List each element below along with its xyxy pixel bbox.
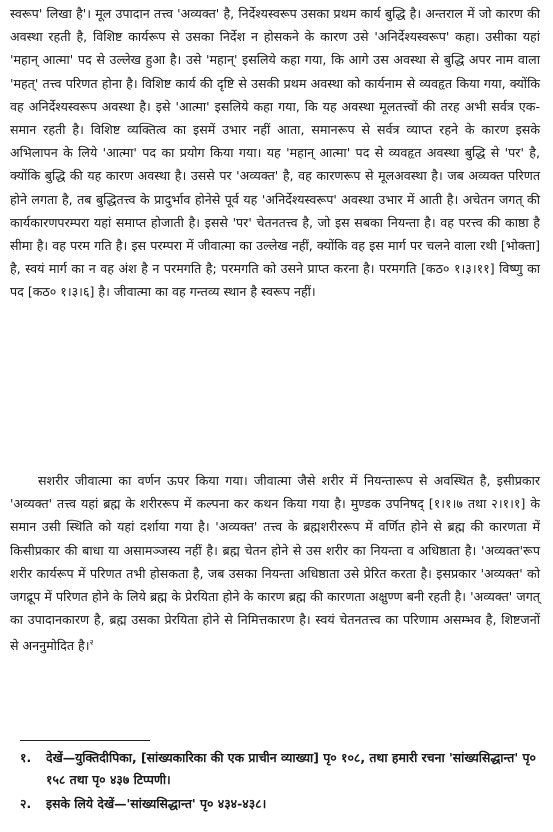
footnote-number: १. xyxy=(20,750,32,765)
footnote-text: इसके लिये देखें—'सांख्यसिद्धान्त' पृ० ४३४-४३८। xyxy=(46,796,267,811)
footnote-2 xyxy=(20,793,540,815)
body-paragraph-2-text: सशरीर जीवात्मा का वर्णन ऊपर किया गया। जीवात्मा जैसे शरीर में नियन्तारूप से अवस्थित है, इसीप्रकार 'अव्यक्त' तत्त्व यहां ब्रह्म के शरीररूप में कल्पना कर कथन किया गया है। मुण्डक उपनिषद् [१।१।७ तथा २।१।१] के समान उसी स्थिति को यहां दर्शाया गया है। 'अव्यक्त' तत्त्व के ब्रह्मशरीररूप में वर्णित होने से ब्रह्म की कारणता में किसीप्रकार की बाधा या असामञ्जस्य नहीं है। ब्रह्म चेतन होने से उस शरीर का नियन्ता व अधिष्ठाता है। 'अव्यक्त'रूप शरीर कार्यरूप में परिणत तभी होसकता है, जब उसका नियन्ता अधिष्ठाता उसे प्रेरित करता है। इसप्रकार 'अव्यक्त' को जगद्रूप में परिणत होने के लिये ब्रह्म के प्रेरयिता होने के कारण ब्रह्म की कारणता अक्षुण्ण बनी रहती है। 'अव्यक्त' जगत् का उपादानकारण है, ब्रह्म उसका प्रेरयिता होने से निमित्तकारण है। स्वयं चेतनतत्त्व का परिणाम असम्भव है, शिष्टजनों से अननुमोदित है। xyxy=(10,473,541,654)
footnote-mark-2: २ xyxy=(89,638,94,648)
footnote-number: २. xyxy=(20,796,32,811)
footnote-separator xyxy=(20,740,150,741)
footnote-1 xyxy=(20,747,540,791)
body-paragraph-2 xyxy=(10,469,540,658)
footnote-text: देखें—युक्तिदीपिका, [सांख्यकारिका की एक प्राचीन व्याख्या] पृ० १०८, तथा हमारी रचना 'सांख्यसिद्धान्त' पृ० १५८ तथा पृ० ४३७ टिप्पणी। xyxy=(46,750,536,787)
body-paragraph-1: स्वरूप' लिखा है'। मूल उपादान तत्त्व 'अव्यक्त' है, निर्देश्यस्वरूप उसका प्रथम कार्य बुद्धि है। अन्तराल में जो कारण की अवस्था रहती है, विशिष्ट कार्यरूप से उसका निर्देश न होसकने के कारण उसे 'अनिर्देश्यस्वरूप' कहा। उसीका यहां 'महान् आत्मा' पद से उल्लेख हुआ है। उसे 'महान्' इसलिये कहा गया, कि आगे उस अवस्था से बुद्धि अपर नाम वाला 'महत्' तत्त्व परिणत होना है। विशिष्ट कार्य की दृष्टि से उसकी प्रथम अवस्था को कार्यनाम से व्यवहृत किया गया, क्योंकि वह अनिर्देश्यस्वरूप अवस्था है। इसे 'आत्मा' इसलिये कहा गया, कि यह अवस्था मूलतत्त्वों की तरह अभी सर्वत्र एक-समान रहती है। विशिष्ट व्यक्तित्व का इसमें उभार नहीं आता, समानरूप से सर्वत्र व्याप्त रहने के कारण इसके अभिलापन के लिये 'आत्मा' पद का प्रयोग किया गया। यह 'महान् आत्मा' पद से व्यवहृत अवस्था बुद्धि से 'पर' है, क्योंकि बुद्धि की यह कारण अवस्था है। उससे पर 'अव्यक्त' है, वह कारणरूप से मूलअवस्था है। जब अव्यक्त परिणत होने लगता है, तब बुद्धितत्त्व के प्रादुर्भाव होनेसे पूर्व यह 'अनिर्देश्यस्वरूप' अवस्था उभार में आती है। अचेतन जगत् की कार्यकारणपरम्परा यहां समाप्त होजाती है। इससे 'पर' चेतनतत्त्व है, जो इस सबका नियन्ता है। वह परत्त्व की काष्ठा है सीमा है। वह परम गति है। इस परम्परा में जीवात्मा का उल्लेख नहीं, क्योंकि वह इस मार्ग पर चलने वाला रथी [भोक्ता] है, स्वयं मार्ग का न वह अंश है न परमगति है; परमगति को उसने प्राप्त करना है। परमगति [कठ० १।३।११] विष्णु का पद [कठ० १।३।६] है। जीवात्मा का वह गन्तव्य स्थान है स्वरूप नहीं। xyxy=(10,6,540,300)
